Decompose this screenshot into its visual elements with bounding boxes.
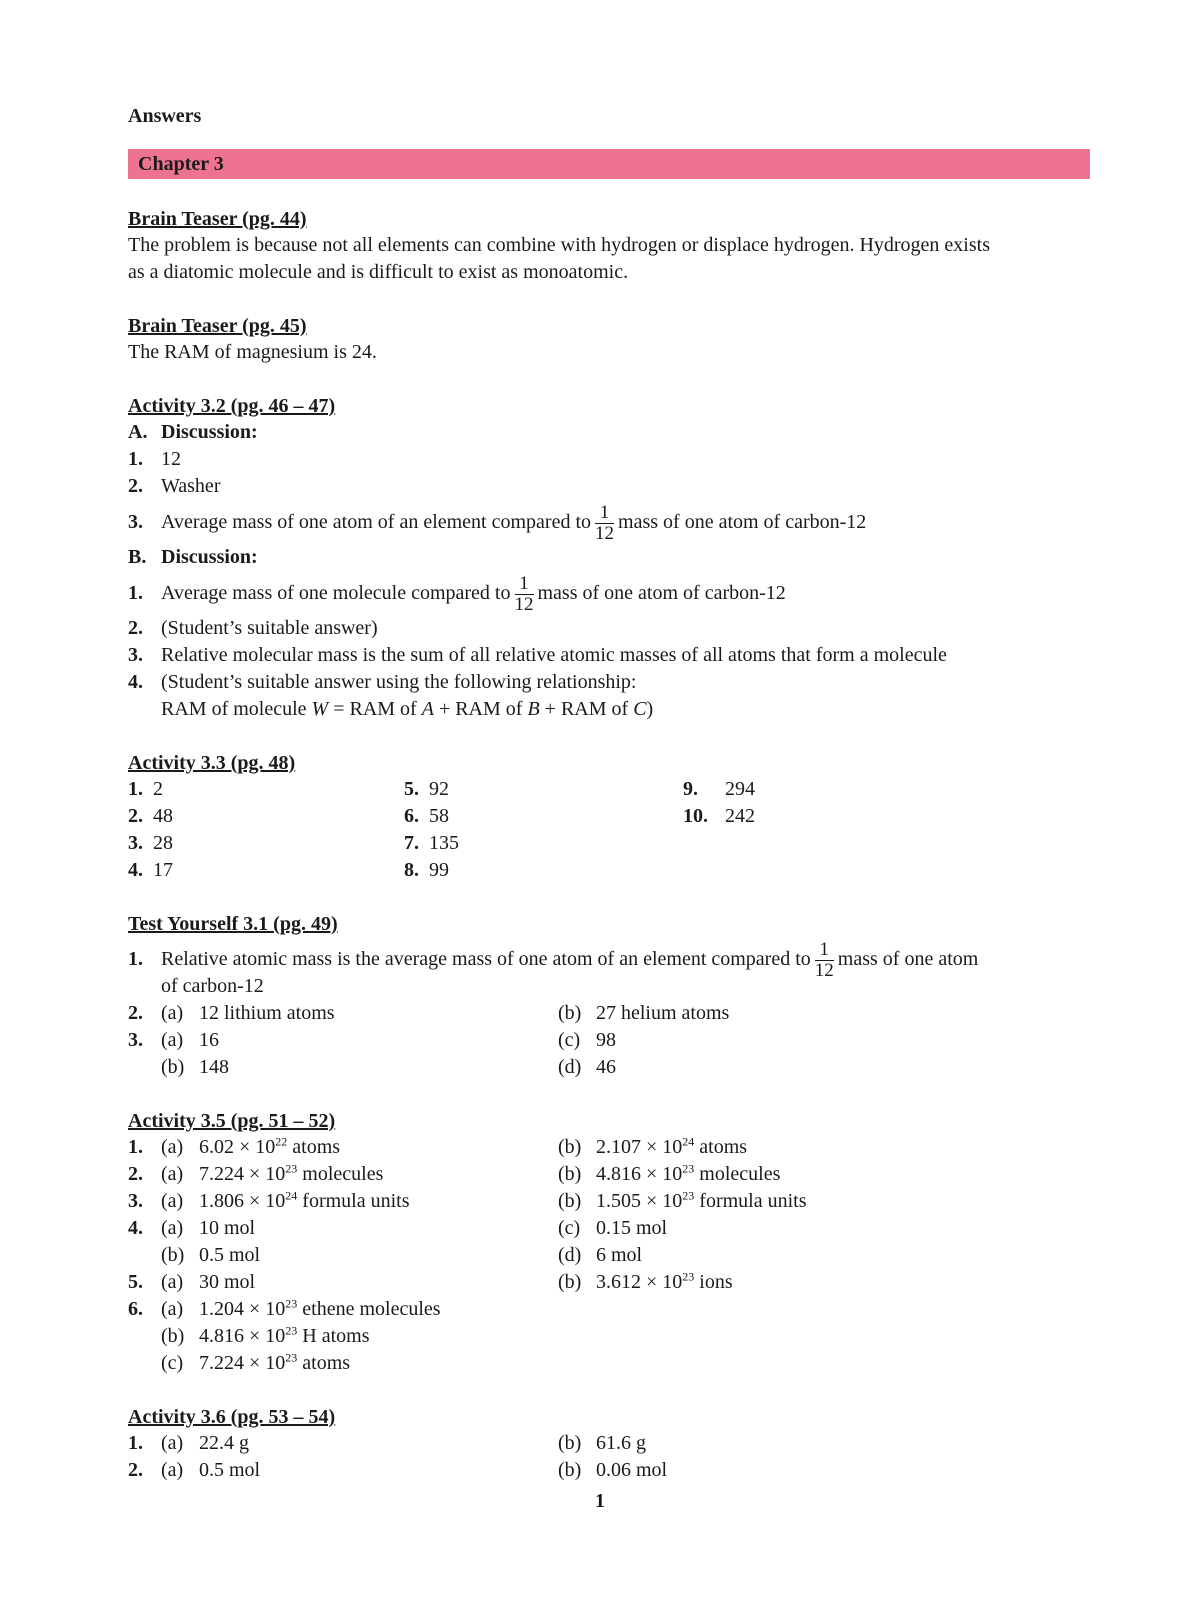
list-item-continuation [128, 1350, 1090, 1377]
item-text [558, 1161, 780, 1188]
item-text [558, 1054, 616, 1081]
list-item [128, 446, 1090, 473]
list-item [128, 1430, 1090, 1457]
item-text [161, 1161, 383, 1188]
part-label: (a) [161, 1029, 184, 1051]
exponent: 23 [285, 1296, 298, 1311]
list-item [128, 776, 173, 803]
times-ten: × 10 [239, 1136, 276, 1158]
item-text: (Student’s suitable answer) [161, 617, 378, 639]
text-part: mass of one atom [837, 948, 979, 970]
section-title: Activity 3.2 (pg. 46 – 47) [128, 395, 336, 417]
item-number: 1. [128, 948, 143, 970]
list-item [128, 1134, 1090, 1161]
answer-column [683, 776, 755, 830]
list-item [128, 830, 173, 857]
part-label: (b) [558, 1163, 582, 1185]
part-label: (b) [558, 1190, 582, 1212]
section-activity-3-5 [128, 1108, 1090, 1377]
fraction-numerator: 1 [815, 940, 834, 961]
text-part: ) [646, 698, 654, 720]
unit: formula units [699, 1190, 807, 1212]
list-item [128, 857, 173, 884]
part-answer: 16 [199, 1029, 219, 1051]
list-item [128, 1000, 1090, 1027]
item-number: 6. [404, 805, 419, 827]
mantissa: 1.204 [199, 1298, 244, 1320]
part-label: (c) [558, 1029, 581, 1051]
item-text [161, 500, 866, 544]
exponent: 24 [285, 1188, 298, 1203]
list-item [404, 857, 459, 884]
unit: formula units [302, 1190, 410, 1212]
item-number: 10. [683, 805, 708, 827]
item-text: 294 [725, 778, 755, 800]
part-answer: 0.15 mol [596, 1217, 668, 1239]
answer-text: as a diatomic molecule and is difficult to exist as monoatomic. [128, 261, 629, 283]
list-item [128, 803, 173, 830]
subheading-a [128, 419, 1090, 446]
item-text: 48 [153, 805, 173, 827]
mantissa: 1.505 [596, 1190, 641, 1212]
times-ten: × 10 [249, 1163, 286, 1185]
subheading-b [128, 544, 1090, 571]
item-text: 28 [153, 832, 173, 854]
item-text [161, 1215, 255, 1242]
item-text: 92 [429, 778, 449, 800]
list-item [128, 571, 1090, 615]
item-text [558, 1430, 646, 1457]
part-answer: 0.06 mol [596, 1459, 668, 1481]
times-ten: × 10 [646, 1271, 683, 1293]
answer-column [404, 776, 459, 884]
part-label: (b) [558, 1136, 582, 1158]
section-title: Activity 3.3 (pg. 48) [128, 752, 296, 774]
item-text [161, 1054, 229, 1081]
section-title: Test Yourself 3.1 (pg. 49) [128, 913, 338, 935]
page-heading: Answers [128, 105, 202, 127]
item-text [558, 1134, 747, 1161]
item-number: 2. [128, 617, 143, 639]
unit: atoms [699, 1136, 748, 1158]
list-item [128, 500, 1090, 544]
list-item-continuation [128, 1323, 1090, 1350]
sub-title: Discussion: [161, 546, 258, 568]
section-title: Brain Teaser (pg. 44) [128, 208, 307, 230]
part-label: (b) [161, 1244, 185, 1266]
text-part: Average mass of one atom of an element compared to [161, 511, 592, 533]
item-text [558, 1269, 733, 1296]
item-text: of carbon-12 [161, 975, 264, 997]
item-number: 2. [128, 1002, 143, 1024]
part-label: (c) [558, 1217, 581, 1239]
part-answer: 22.4 g [199, 1432, 249, 1454]
item-text: 12 [161, 448, 181, 470]
list-item [128, 1296, 1090, 1323]
item-text [161, 1134, 340, 1161]
item-number: 1. [128, 778, 143, 800]
item-text: 135 [429, 832, 459, 854]
item-text [161, 1430, 249, 1457]
answer-grid [128, 776, 1090, 884]
part-answer: 6 mol [596, 1244, 643, 1266]
part-label: (b) [558, 1459, 582, 1481]
section-title: Activity 3.5 (pg. 51 – 52) [128, 1110, 336, 1132]
text-part: Relative atomic mass is the average mass of one atom of an element compared to [161, 948, 811, 970]
item-text: 17 [153, 859, 173, 881]
unit: ions [699, 1271, 733, 1293]
item-text: (Student’s suitable answer using the following relationship: [161, 671, 637, 693]
exponent: 23 [285, 1161, 298, 1176]
list-item [683, 803, 755, 830]
item-text [161, 1242, 260, 1269]
part-label: (b) [161, 1325, 185, 1347]
mantissa: 4.816 [199, 1325, 244, 1347]
variable-w: W [311, 698, 329, 720]
item-number: 2. [128, 475, 143, 497]
item-text: 99 [429, 859, 449, 881]
part-answer: 61.6 g [596, 1432, 646, 1454]
item-number: 4. [128, 671, 143, 693]
list-item [128, 473, 1090, 500]
item-text: 2 [153, 778, 163, 800]
item-number: 2. [128, 1163, 143, 1185]
section-activity-3-3 [128, 750, 1090, 884]
item-number: 7. [404, 832, 419, 854]
text-part: RAM of molecule [161, 698, 307, 720]
mantissa: 2.107 [596, 1136, 641, 1158]
part-label: (a) [161, 1271, 184, 1293]
item-text [161, 1269, 255, 1296]
list-item [404, 803, 459, 830]
times-ten: × 10 [249, 1325, 286, 1347]
item-text [558, 1188, 807, 1215]
part-answer: 12 lithium atoms [199, 1002, 335, 1024]
exponent: 23 [682, 1188, 695, 1203]
part-label: (a) [161, 1432, 184, 1454]
item-text [161, 1188, 410, 1215]
item-text: Washer [161, 475, 221, 497]
exponent: 24 [682, 1134, 695, 1149]
list-item-continuation [128, 1242, 1090, 1269]
fraction-denominator: 12 [595, 522, 615, 544]
fraction-numerator: 1 [515, 574, 534, 595]
list-item [128, 642, 1090, 669]
unit: molecules [699, 1163, 781, 1185]
part-label: (a) [161, 1217, 184, 1239]
times-ten: × 10 [646, 1163, 683, 1185]
item-number: 1. [128, 1432, 143, 1454]
part-label: (a) [161, 1002, 184, 1024]
item-number: 3. [128, 1029, 143, 1051]
part-label: (a) [161, 1190, 184, 1212]
times-ten: × 10 [249, 1190, 286, 1212]
fraction-numerator: 1 [595, 503, 614, 524]
item-number: 5. [128, 1271, 143, 1293]
item-number: 6. [128, 1298, 143, 1320]
section-title: Activity 3.6 (pg. 53 – 54) [128, 1406, 336, 1428]
list-item [128, 1161, 1090, 1188]
item-number: 1. [128, 448, 143, 470]
part-label: (a) [161, 1298, 184, 1320]
list-item [683, 776, 755, 803]
item-number: 8. [404, 859, 419, 881]
fraction-denominator: 12 [514, 593, 534, 615]
list-item [128, 615, 1090, 642]
variable-b: B [527, 698, 540, 720]
item-number: 5. [404, 778, 419, 800]
item-text: Relative molecular mass is the sum of all relative atomic masses of all atoms that form a molecule [161, 644, 947, 666]
text-part: = RAM of [333, 698, 417, 720]
exponent: 23 [682, 1161, 695, 1176]
part-label: (a) [161, 1163, 184, 1185]
answer-page [128, 103, 1090, 1484]
list-item [128, 1457, 1090, 1484]
item-text [161, 1296, 441, 1323]
item-text [161, 1027, 219, 1054]
section-activity-3-6 [128, 1404, 1090, 1484]
item-number: 2. [128, 1459, 143, 1481]
list-item-continuation [128, 1054, 1090, 1081]
sub-title: Discussion: [161, 421, 258, 443]
item-text [558, 1000, 729, 1027]
times-ten: × 10 [646, 1136, 683, 1158]
item-text [161, 1323, 370, 1350]
answer-text: The problem is because not all elements can combine with hydrogen or displace hydrogen. Hydrogen exists [128, 234, 990, 256]
item-number: 9. [683, 778, 698, 800]
fraction-denominator: 12 [814, 959, 834, 981]
item-text [161, 696, 653, 723]
mantissa: 7.224 [199, 1352, 244, 1374]
sub-label: B. [128, 546, 147, 568]
item-number: 3. [128, 1190, 143, 1212]
list-item [128, 1188, 1090, 1215]
unit: molecules [302, 1163, 384, 1185]
part-label: (d) [558, 1244, 582, 1266]
item-text: 58 [429, 805, 449, 827]
section-title: Brain Teaser (pg. 45) [128, 315, 307, 337]
mantissa: 6.02 [199, 1136, 234, 1158]
item-text [558, 1457, 667, 1484]
item-number: 4. [128, 1217, 143, 1239]
item-text [161, 571, 786, 615]
exponent: 23 [285, 1323, 298, 1338]
part-label: (b) [558, 1271, 582, 1293]
item-text: 242 [725, 805, 755, 827]
item-text [161, 1000, 335, 1027]
list-item [128, 1215, 1090, 1242]
unit: ethene molecules [302, 1298, 441, 1320]
item-number: 3. [128, 644, 143, 666]
item-number: 3. [128, 832, 143, 854]
exponent: 22 [275, 1134, 288, 1149]
list-item [404, 776, 459, 803]
list-item [128, 669, 1090, 696]
mantissa: 3.612 [596, 1271, 641, 1293]
part-answer: 46 [596, 1056, 616, 1078]
mantissa: 4.816 [596, 1163, 641, 1185]
times-ten: × 10 [249, 1352, 286, 1374]
item-number: 2. [128, 805, 143, 827]
item-text [558, 1242, 642, 1269]
part-answer: 98 [596, 1029, 616, 1051]
unit: H atoms [302, 1325, 370, 1347]
list-item-continuation [128, 973, 1090, 1000]
part-label: (b) [161, 1056, 185, 1078]
item-text [558, 1027, 616, 1054]
part-label: (d) [558, 1056, 582, 1078]
item-number: 3. [128, 511, 143, 533]
chapter-banner: Chapter 3 [128, 149, 1090, 179]
item-text [558, 1215, 667, 1242]
page-number: 1 [595, 1490, 605, 1512]
text-part: mass of one atom of carbon-12 [537, 582, 786, 604]
unit: atoms [302, 1352, 351, 1374]
exponent: 23 [285, 1350, 298, 1365]
text-part: + RAM of [544, 698, 629, 720]
item-number: 1. [128, 1136, 143, 1158]
part-answer: 10 mol [199, 1217, 256, 1239]
variable-c: C [633, 698, 647, 720]
part-label: (a) [161, 1459, 184, 1481]
exponent: 23 [682, 1269, 695, 1284]
fraction [595, 503, 614, 544]
part-label: (c) [161, 1352, 184, 1374]
part-answer: 27 helium atoms [596, 1002, 730, 1024]
section-brain-teaser-45 [128, 313, 1090, 366]
part-label: (b) [558, 1002, 582, 1024]
times-ten: × 10 [249, 1298, 286, 1320]
list-item-continuation [128, 696, 1090, 723]
fraction [515, 574, 534, 615]
list-item [404, 830, 459, 857]
answer-column [128, 776, 173, 884]
text-part: + RAM of [438, 698, 523, 720]
text-part: Average mass of one molecule compared to [161, 582, 511, 604]
mantissa: 7.224 [199, 1163, 244, 1185]
item-text [161, 1457, 260, 1484]
part-answer: 0.5 mol [199, 1459, 261, 1481]
unit: atoms [292, 1136, 341, 1158]
item-text [161, 1350, 350, 1377]
answer-text: The RAM of magnesium is 24. [128, 341, 377, 363]
list-item [128, 1027, 1090, 1054]
times-ten: × 10 [646, 1190, 683, 1212]
list-item [128, 1269, 1090, 1296]
sub-label: A. [128, 421, 148, 443]
part-label: (b) [558, 1432, 582, 1454]
text-part: mass of one atom of carbon-12 [618, 511, 867, 533]
section-activity-3-2 [128, 393, 1090, 723]
section-brain-teaser-44 [128, 206, 1090, 286]
part-answer: 0.5 mol [199, 1244, 261, 1266]
mantissa: 1.806 [199, 1190, 244, 1212]
variable-a: A [421, 698, 434, 720]
section-test-yourself-3-1 [128, 911, 1090, 1081]
part-answer: 148 [199, 1056, 229, 1078]
item-number: 1. [128, 582, 143, 604]
part-label: (a) [161, 1136, 184, 1158]
part-answer: 30 mol [199, 1271, 256, 1293]
item-number: 4. [128, 859, 143, 881]
